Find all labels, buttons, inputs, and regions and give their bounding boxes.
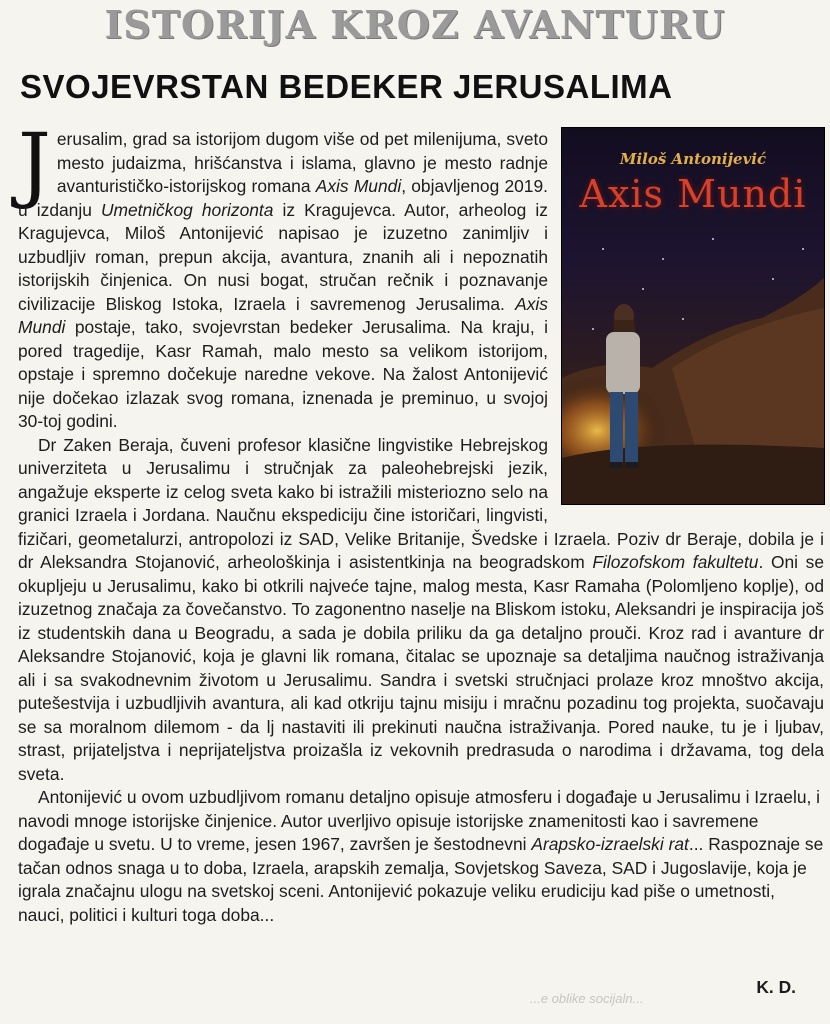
text-run: iz Kragujevca. Autor, arheolog iz Kragujevca, Miloš Antonijević napisao je izuzetno zanimljiv i uzbudljiv roman, prepun akcija, avantura, znanih ali i nepoznatih istorijskih činjenica. On nusi bogat, stručan rečnik i poznavanje civilizacije Bliskog Istoka, Izraela i savremenog Jerusalima. [18, 199, 548, 314]
text-run: ... Raspoznaje se tačan odnos snaga u to doba, Izraela, arapskih zemalja, Sovjetskog Saveza, SAD i Jugoslavije, koja je igrala značajnu ulogu na svetskoj sceni. Antonijević pokazuje veliku erudiciju kad piše o umetnosti, nauci, politici i kulturi toga doba... [18, 834, 824, 925]
faculty-italic: Filozofskom fakultetu [592, 552, 759, 572]
text-run: Dr Zaken Beraja, čuveni profesor klasične lingvistike Hebrejskog univerziteta u Jerusalimu i stručnjak za paleohebrejski jezik, angažuje eksperte iz celog sveta kako bi istražili misteriozno selo na granici Izraela i Jordana. Naučnu ekspediciju čine istoričari, lingvisti, fizičari, geometalurzi, antropolozi iz SAD, Velike Britanije, Švedske i Izraela. Poziv dr Beraje, dobila je i dr Aleksandra Stojanović, arheološkinja i asistentkinja na beogradskom [18, 434, 824, 572]
text-run: postaje, tako, svojevrstan bedeker Jerusalima. Na kraju, i pored tragedije, Kasr Ramah, malo mesto sa velikom istorijom, opstaje i spremno dočekuje naredne vekove. Na žalost Antonijević nije dočekao izlazak svog romana, iznenada je preminuo, u svojoj 30-toj godini. [18, 317, 548, 431]
book-cover-title: Axis Mundi [579, 172, 807, 216]
book-title-italic: Axis Mundi [18, 293, 548, 337]
text-run: Antonijević u ovom uzbudljivom romanu detaljno opisuje atmosferu i događaje u Jerusalimu i Izraelu, i navodi mnoge istorijske činjenice. Autor uverljivo opisuje istorijske znamenitosti kao i savremene događaje u svetu. U to vreme, jesen 1967, završen je šestodnevni [18, 787, 821, 854]
show-through-text: ...e oblike socijaln... [530, 991, 644, 1006]
author-initials: K. D. [756, 977, 796, 997]
text-run: erusalim, grad sa istorijom dugom više od pet milenijuma, sveto mesto judaizma, hrišćanstva i islama, glavno je mesto radnje avanturističko-istorijskog romana [56, 129, 548, 196]
text-run: , objavljenog 2019. u izdanju [18, 176, 548, 220]
text-run: . Oni se okupljeju u Jerusalimu, kako bi otkrili najveće tajne, malog mesta, Kasr Ramaha (Polomljeno koplje), od izuzetnog značaja za čovečanstvo. To zagonentno naselje na Bliskom istoku, Aleksandri je inspiracija još iz studentskih dana u Beogradu, a sada je dobila priliku da ga detaljno prouči. Kroz rad i avanture dr Aleksandre Stojanović, koja je glavni lik romana, čitalac se upoznaje sa detaljima naučnog istraživanja ali i sa svakodnevnim životom u Jerusalimu. Sandra i svetski stručnjaci prolaze kroz mnoštvo akcija, putešestvija i uzbudljivih avantura, ali kad otkriju tajnu misiju i mračnu pozadinu tog projekta, suočavaju se sa moralnom dilemom - da lj nastaviti ili prekinuti naučna istraživanja. Pored nauke, tu je i ljubav, strast, prijateljstva i neprijateljstva proizašla iz vekovnih predrasuda o narodima i državama, tog dela sveta. [18, 552, 824, 784]
drop-cap: J [18, 117, 51, 212]
book-cover-wrapper [562, 128, 824, 504]
war-name-italic: Arapsko-izraelski rat [531, 834, 689, 854]
article-body [18, 117, 824, 927]
book-title-italic: Axis Mundi [315, 176, 402, 196]
publisher-italic: Umetničkog horizonta [100, 199, 274, 220]
book-cover-author: Miloš Antonijević [619, 150, 767, 168]
article-headline: SVOJEVRSTAN BEDEKER JERUSALIMA [20, 68, 673, 105]
paragraph-context [18, 786, 824, 927]
section-kicker: ISTORIJA KROZ AVANTURU [104, 2, 726, 47]
book-cover-image [562, 128, 824, 504]
